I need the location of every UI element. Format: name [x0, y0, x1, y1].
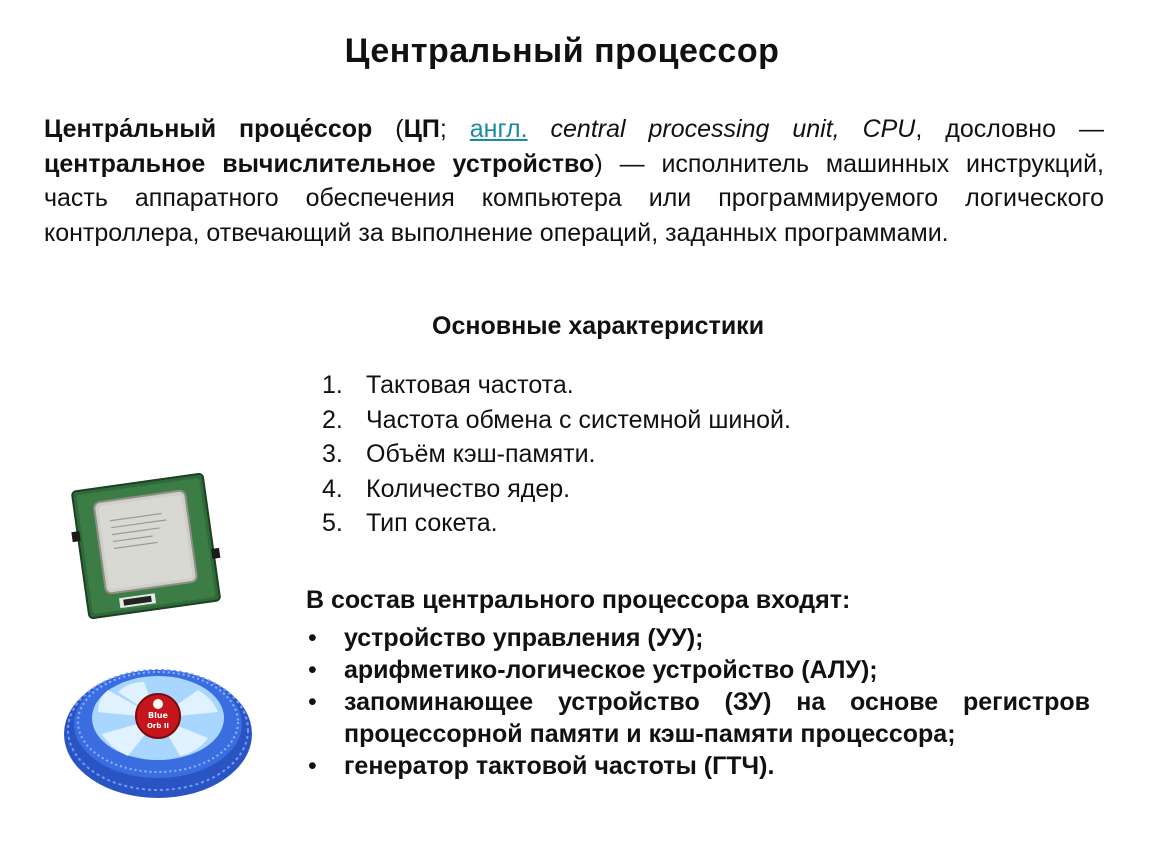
- bullet-icon: •: [308, 656, 317, 684]
- item-text: Количество ядер.: [366, 474, 571, 503]
- term-cpu: Центра́льный проце́ссор: [44, 115, 373, 143]
- semicolon: ;: [439, 115, 470, 143]
- components-heading: В состав центрального процессора входят:: [306, 586, 851, 614]
- item-text: Тактовая частота.: [366, 371, 574, 399]
- item-text: устройство управления (УУ);: [344, 624, 704, 652]
- bullet-icon: •: [308, 688, 317, 716]
- list-item: [322, 368, 791, 403]
- list-item: [322, 403, 791, 438]
- item-number: 4.: [322, 474, 343, 503]
- page-title: Центральный процессор: [344, 32, 780, 70]
- list-item: [306, 654, 1090, 686]
- item-number: 3.: [322, 440, 343, 468]
- literal-prefix: , дословно —: [915, 115, 1104, 143]
- item-number: 1.: [322, 371, 343, 399]
- bullet-icon: •: [308, 752, 317, 780]
- bullet-icon: •: [308, 624, 317, 652]
- item-number: 5.: [322, 509, 343, 537]
- characteristics-heading: Основные характеристики: [432, 312, 765, 340]
- list-item: [306, 622, 1090, 654]
- definition-rest: ) — исполнитель машинных инструкций, часть аппаратного обеспечения компьютера или программируемого логического контроллера, отвечающий за выполнение операций, заданных программами.: [44, 149, 1104, 247]
- item-text: Объём кэш-памяти.: [366, 440, 596, 468]
- cpu-chip-icon: [66, 466, 226, 626]
- item-text: запоминающее устройство (ЗУ) на основе регистров процессорной памяти и кэш-памяти процессора;: [344, 688, 1090, 748]
- cooler-fan-icon: [58, 652, 258, 802]
- item-text: генератор тактовой частоты (ГТЧ).: [344, 752, 775, 780]
- components-list: [306, 622, 1090, 782]
- characteristics-list: [322, 368, 791, 541]
- list-item: [322, 437, 791, 472]
- item-text: арифметико-логическое устройство (АЛУ);: [344, 656, 878, 684]
- english-term: central processing unit, CPU: [527, 115, 916, 143]
- english-link[interactable]: англ.: [469, 115, 528, 143]
- list-item: [322, 506, 791, 541]
- abbr-cp: ЦП: [403, 115, 440, 143]
- list-item: [322, 472, 791, 507]
- item-number: 2.: [322, 405, 343, 434]
- item-text: Тип сокета.: [366, 509, 498, 537]
- cooler-label-line2: Orb II: [146, 722, 170, 730]
- list-item: [306, 686, 1090, 750]
- open-paren: (: [372, 115, 404, 143]
- literal-term: центральное вычислительное устройство: [44, 149, 595, 178]
- list-item: [306, 750, 1090, 782]
- intro-paragraph: [44, 112, 1104, 250]
- item-text: Частота обмена с системной шиной.: [366, 405, 791, 434]
- cooler-label-line1: Blue: [148, 711, 168, 720]
